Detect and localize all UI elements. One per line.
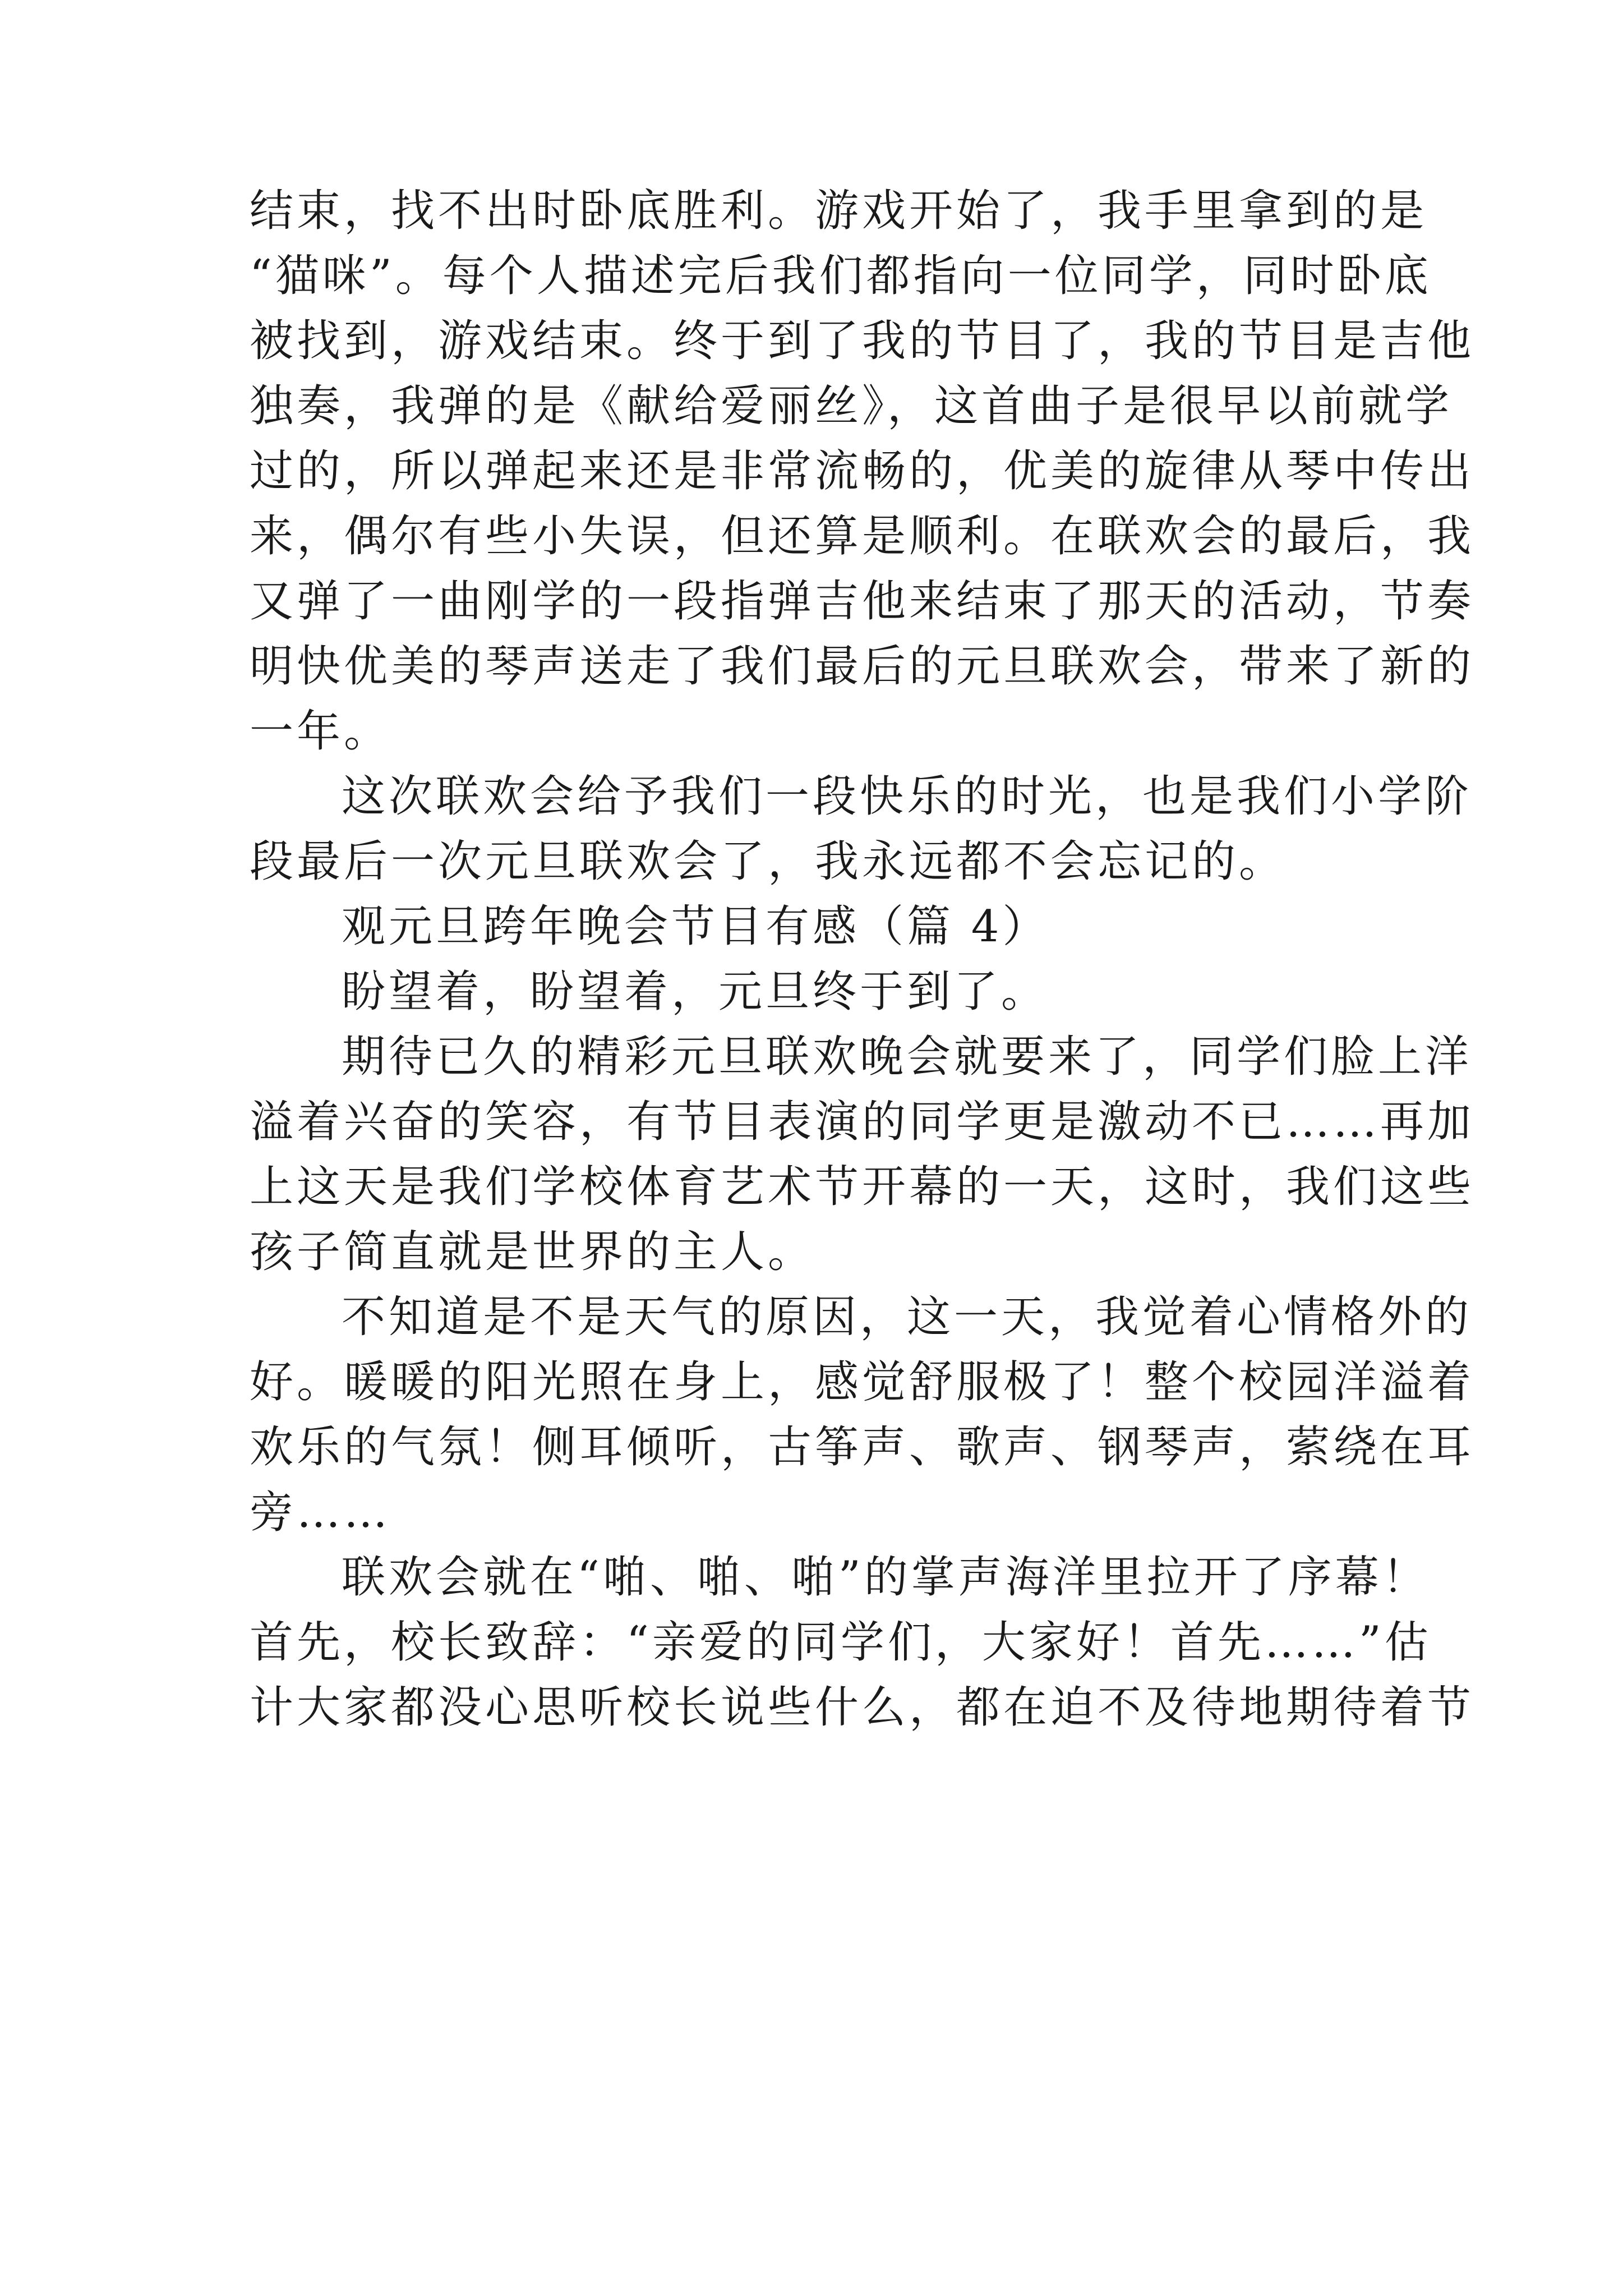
text-line: 好。暖暖的阳光照在身上，感觉舒服极了！整个校园洋溢着 — [250, 1357, 1475, 1407]
text-line: 过的，所以弹起来还是非常流畅的，优美的旋律从琴中传出 — [250, 446, 1475, 496]
text-line: 孩子简直就是世界的主人。 — [250, 1227, 815, 1277]
text-line: 不知道是不是天气的原因，这一天，我觉着心情格外的 — [342, 1292, 1473, 1342]
text-line: 又弹了一曲刚学的一段指弹吉他来结束了那天的活动，节奏 — [250, 576, 1475, 627]
text-line: 段最后一次元旦联欢会了，我永远都不会忘记的。 — [250, 836, 1287, 887]
text-line: 观元旦跨年晚会节目有感（篇 4） — [342, 901, 1050, 952]
text-line: 明快优美的琴声送走了我们最后的元旦联欢会，带来了新的 — [250, 641, 1475, 692]
text-line: 联欢会就在“啪、啪、啪”的掌声海洋里拉开了序幕！ — [342, 1552, 1430, 1603]
text-line: 这次联欢会给予我们一段快乐的时光，也是我们小学阶 — [342, 771, 1473, 822]
text-line: 被找到，游戏结束。终于到了我的节目了，我的节目是吉他 — [250, 316, 1475, 366]
text-line: 溢着兴奋的笑容，有节目表演的同学更是激动不已……再加 — [250, 1097, 1475, 1147]
text-line: 期待已久的精彩元旦联欢晚会就要来了，同学们脸上洋 — [342, 1032, 1473, 1082]
text-line: 结束，找不出时卧底胜利。游戏开始了，我手里拿到的是 — [250, 186, 1428, 236]
body-text — [250, 178, 1475, 1740]
text-line: 独奏，我弹的是《献给爱丽丝》，这首曲子是很早以前就学 — [250, 381, 1453, 431]
text-line: 盼望着，盼望着，元旦终于到了。 — [342, 967, 1049, 1017]
text-line: 首先，校长致辞：“亲爱的同学们，大家好！首先……”估 — [250, 1617, 1432, 1668]
text-line: “猫咪”。每个人描述完后我们都指向一位同学，同时卧底 — [250, 251, 1432, 301]
text-line: 计大家都没心思听校长说些什么，都在迫不及待地期待着节 — [250, 1682, 1475, 1733]
text-line: 一年。 — [250, 706, 391, 757]
text-line: 旁…… — [250, 1487, 391, 1538]
text-line: 来，偶尔有些小失误，但还算是顺利。在联欢会的最后，我 — [250, 511, 1475, 562]
text-line: 欢乐的气氛！侧耳倾听，古筝声、歌声、钢琴声，萦绕在耳 — [250, 1422, 1475, 1473]
text-line: 上这天是我们学校体育艺术节开幕的一天，这时，我们这些 — [250, 1162, 1475, 1212]
